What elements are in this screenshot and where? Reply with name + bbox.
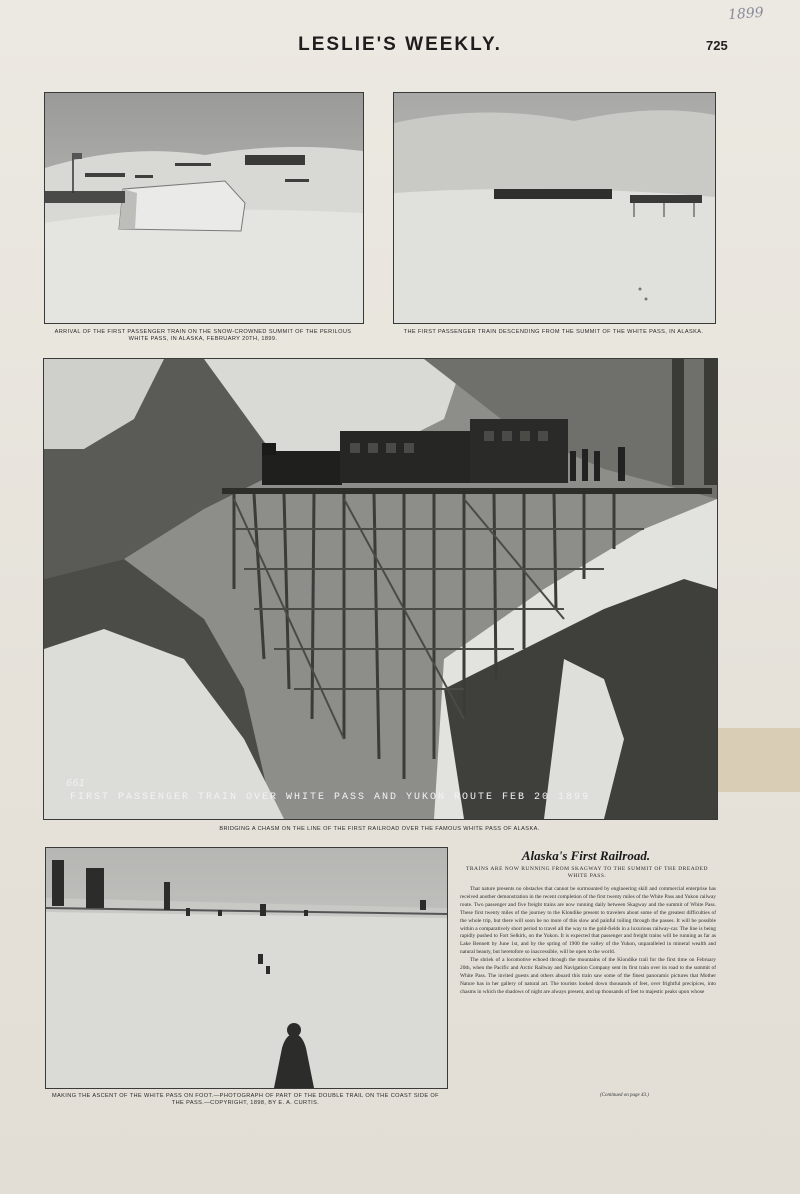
continued-note: (Continued on page 43.) (600, 1093, 649, 1098)
plate-number: 661 (66, 778, 86, 789)
article-paragraph: The shriek of a locomotive echoed through the mountains of the Klondike trail for the first time on February 20th, when the Pacific and Arctic Railway and Navigation Company sent its first train over its road to the summit of White Pass. The invited guests and others aboard this train saw some of the finest panoramic pictures that Mother Nature has in her gallery of natural art. The tourists looked down thousands of feet, over frightful precipices, into chasms in which the shadows of night are always present, and up thousands of feet to majestic peaks upon whose (460, 957, 716, 995)
plate-inscription: FIRST PASSENGER TRAIN OVER WHITE PASS AND YUKON ROUTE FEB 20 1899 (70, 792, 591, 803)
caption-bottom-left: MAKING THE ASCENT OF THE WHITE PASS ON FOOT.—PHOTOGRAPH OF PART OF THE DOUBLE TRAIL ON THE COAST SIDE OF THE PASS.—COPYRIGHT, 1898, BY E. A. CURTIS. (51, 1093, 439, 1106)
caption-top-right: THE FIRST PASSENGER TRAIN DESCENDING FROM THE SUMMIT OF THE WHITE PASS, IN ALASKA. (403, 329, 704, 335)
article-paragraph: That nature presents no obstacles that cannot be surmounted by engineering skill and commercial enterprise has received another demonstration in the recent completion of the first twenty miles of the White Pass and Yukon railway route. Two passenger and five freight trains are now running daily between Skagway and the summit of White Pass. These first twenty miles of the journey to the Klondike present to travelers about some of the greatest difficulties of the whole trip, but there will soon be no more of this slow and painful toiling through the passes. It will be possible within a comparatively short period to travel all the way to the gold-fields in a luxurious railway-car. The line is being rapidly pushed to Fort Selkirk, on the Yukon. It is expected that passenger and freight trains will be running as far as Lake Bennett by June 1st, and by the spring of 1900 the valley of the Yukon, unparalleled in mineral wealth and natural beauty, but heretofore so inaccessible, will be open to the world. (460, 886, 716, 956)
photo-train-arrival-summit (44, 92, 364, 324)
masthead: LESLIE'S WEEKLY. (298, 34, 502, 55)
paper-tab (718, 728, 800, 792)
pencil-annotation: 1899 (727, 4, 765, 24)
page-number: 725 (706, 38, 728, 53)
article-subtitle: TRAINS ARE NOW RUNNING FROM SKAGWAY TO THE SUMMIT OF THE DREADED WHITE PASS. (466, 866, 708, 879)
photo-trestle-bridge (43, 358, 718, 820)
article-title: Alaska's First Railroad. (521, 848, 651, 863)
photo-train-descending (393, 92, 716, 324)
photo-ascent-on-foot (45, 847, 448, 1089)
caption-top-left: ARRIVAL OF THE FIRST PASSENGER TRAIN ON THE SNOW-CROWNED SUMMIT OF THE PERILOUS WHITE PASS, IN ALASKA, FEBRUARY 20TH, 1899. (54, 329, 352, 342)
article-body (460, 886, 716, 1090)
caption-middle: BRIDGING A CHASM ON THE LINE OF THE FIRST RAILROAD OVER THE FAMOUS WHITE PASS OF ALASKA. (219, 826, 540, 832)
